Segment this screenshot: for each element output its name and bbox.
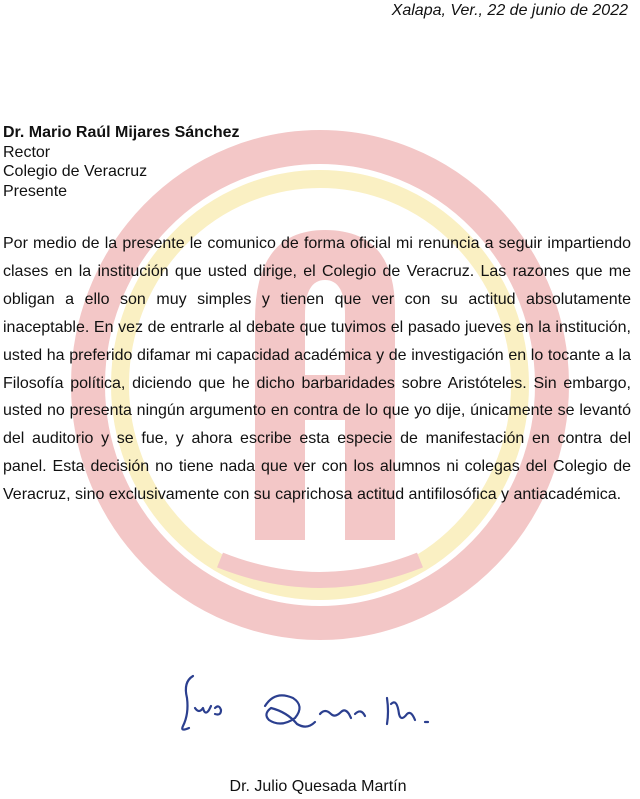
letter-body: Por medio de la presente le comunico de forma oficial mi renuncia a seguir impartiendo clases en la institución que usted dirige, el Colegio de Veracruz. Las razones que me obligan a ello son muy simples y tienen que ver con su actitud absolutamente inaceptable. En vez de entrarle al debate que tuvimos el pasado jueves en la institución, usted ha preferido difamar mi capacidad académica y de investigación en lo tocante a la Filosofía política, diciendo que he dicho barbaridades sobre Aristóteles. Sin embargo, usted no presenta ningún argumento en contra de lo que yo dije, únicamente se levantó del auditorio y se fue, y ahora escribe esta especie de manifestación en contra del panel. Esta decisión no tiene nada que ver con los alumnos ni colegas del Colegio de Veracruz, sino exclusivamente con su caprichosa actitud antifilosófica y antiacadémica. [3,235,631,504]
recipient-block [3,123,240,201]
handwritten-signature [175,668,455,738]
recipient-title: Rector [3,143,51,161]
signer-name: Dr. Julio Quesada Martín [229,778,407,795]
signer-name-block [0,778,640,796]
letter-date: Xalapa, Ver., 22 de junio de 2022 [391,2,628,19]
recipient-name: Dr. Mario Raúl Mijares Sánchez [3,124,240,141]
recipient-institution: Colegio de Veracruz [3,163,148,180]
recipient-salutation: Presente [3,182,68,200]
